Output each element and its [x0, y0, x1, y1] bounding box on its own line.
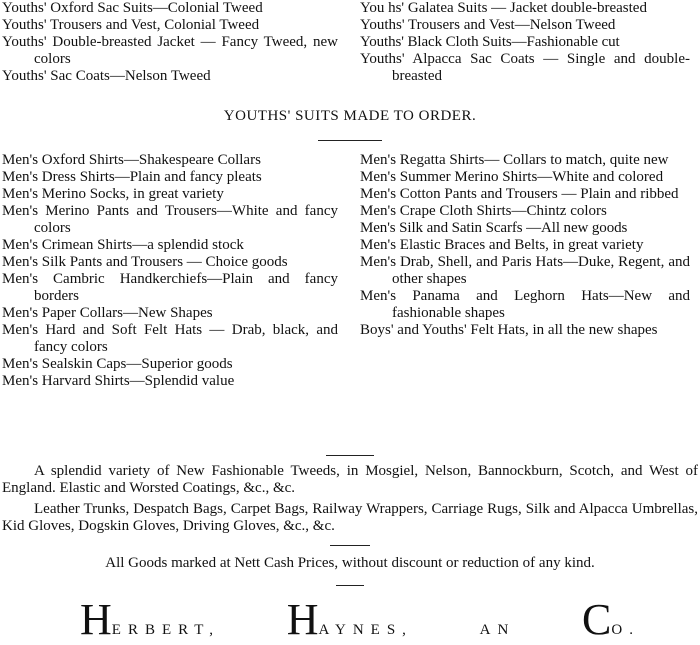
list-item: Men's Cotton Pants and Trousers — Plain and ribbed [360, 186, 679, 202]
list-item: Men's Crimean Shirts—a splendid stock [2, 237, 244, 253]
youths-left-column [2, 0, 346, 85]
list-item: You hs' Galatea Suits — Jacket double-breasted [360, 0, 647, 16]
list-item: Men's Cambric Handkerchiefs—Plain and fancy borders [2, 271, 338, 304]
firm-word-herbert: HERBERT, [80, 595, 221, 644]
list-item: Men's Paper Collars—New Shapes [2, 305, 213, 321]
section-heading: YOUTHS' SUITS MADE TO ORDER. [223, 108, 477, 124]
list-item: Men's Silk and Satin Scarfs —All new goods [360, 220, 628, 236]
list-item: Men's Dress Shirts—Plain and fancy pleats [2, 169, 262, 185]
list-item: Men's Regatta Shirts— Collars to match, quite new [360, 152, 669, 168]
goods-paragraph: Leather Trunks, Despatch Bags, Carpet Bags, Railway Wrappers, Carriage Rugs, Silk and Alpacca Umbrellas, Kid Gloves, Dogskin Gloves, Driving Gloves, &c., &c. [2, 501, 698, 534]
list-item: Men's Crape Cloth Shirts—Chintz colors [360, 203, 607, 219]
firm-word-co: CO. [582, 595, 640, 644]
list-item: Youths' Trousers and Vest—Nelson Tweed [360, 17, 616, 33]
nett-prices-notice: All Goods marked at Nett Cash Prices, without discount or reduction of any kind. [105, 555, 595, 571]
list-item: Men's Sealskin Caps—Superior goods [2, 356, 233, 372]
list-item: Men's Panama and Leghorn Hats—New and fashionable shapes [360, 288, 690, 321]
list-item: Youths' Alpacca Sac Coats — Single and double-breasted [360, 51, 690, 84]
divider [330, 545, 370, 546]
firm-name [80, 595, 640, 644]
youths-items-section [2, 0, 698, 85]
list-item: Men's Elastic Braces and Belts, in great variety [360, 237, 644, 253]
list-item: Youths' Oxford Sac Suits—Colonial Tweed [2, 0, 263, 16]
list-item: Men's Hard and Soft Felt Hats — Drab, black, and fancy colors [2, 322, 338, 355]
mens-right-column [346, 152, 690, 390]
list-item: Men's Oxford Shirts—Shakespeare Collars [2, 152, 261, 168]
list-item: Men's Drab, Shell, and Paris Hats—Duke, Regent, and other shapes [360, 254, 690, 287]
divider [326, 455, 374, 456]
list-item: Men's Summer Merino Shirts—White and colored [360, 169, 664, 185]
list-item: Men's Merino Socks, in great variety [2, 186, 224, 202]
mens-left-column [2, 152, 346, 390]
divider [336, 585, 364, 586]
list-item: Men's Silk Pants and Trousers — Choice goods [2, 254, 288, 270]
list-item: Men's Merino Pants and Trousers—White and fancy colors [2, 203, 338, 236]
mens-items-section [2, 152, 698, 390]
youths-right-column [346, 0, 690, 85]
list-item: Boys' and Youths' Felt Hats, in all the new shapes [360, 322, 658, 338]
list-item: Youths' Sac Coats—Nelson Tweed [2, 68, 211, 84]
firm-word-haynes: HAYNES, [286, 595, 413, 644]
list-item: Youths' Double-breasted Jacket — Fancy Tweed, new colors [2, 34, 338, 67]
list-item: Youths' Black Cloth Suits—Fashionable cut [360, 34, 620, 50]
list-item: Youths' Trousers and Vest, Colonial Tweed [2, 17, 260, 33]
tweeds-paragraph: A splendid variety of New Fashionable Tweeds, in Mosgiel, Nelson, Bannockburn, Scotch, and West of England. Elastic and Worsted Coatings, &c., &c. [2, 463, 698, 496]
divider [318, 140, 382, 141]
list-item: Men's Harvard Shirts—Splendid value [2, 373, 235, 389]
firm-word-and: AN [479, 622, 516, 638]
